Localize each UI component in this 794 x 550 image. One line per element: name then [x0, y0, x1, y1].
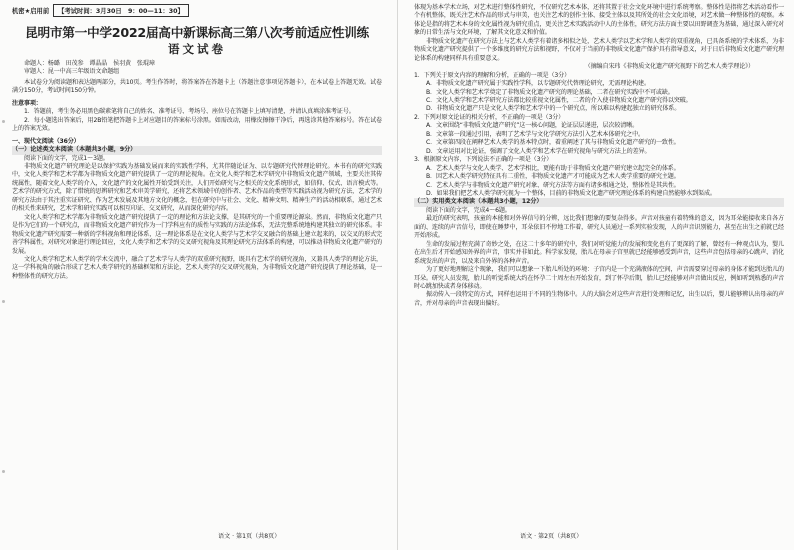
- right-page: [414, 4, 784, 308]
- body-paragraph: 为了更好地理解这个现象，我们可以想象一下胎儿所处的环境：子宫内是一个充满液体的空间，声音需要穿过母亲的身体才能到达胎儿的耳朵。研究人员发现，胎儿的听觉系统大约在怀孕二十周左右开始发育，到了怀孕后期，胎儿已经能够对声音做出反应，例如听到熟悉的声音时心跳加快或者身体移动。: [414, 266, 784, 290]
- question-option: C．文化人类学和艺术学研究方法都比较重视文化属性，二者的介入使非物质文化遗产研究得以突破。: [426, 96, 692, 104]
- body-paragraph: 文化人类学和艺术学都为非物质文化遗产研究提供了一定的理论和方法论支撑，是其研究的一个重要理论源泉。然而，非物质文化遗产只是作为它们的一个研究点，而非物质文化遗产研究作为一门学科应有的质性与实践的方法论体系，无法完整系统地构建其独立的研究体系。非物质文化遗产研究需要一种新的学科视角和理论体系，这一理论体系是在文化人类学与艺术学交叉融合的基础上建立起来的，以交叉的形式完善学科属性，对研究对象进行理论回应，文化人类学和艺术学的交叉研究视角及其理论研究方法体系的构建，可以推动非物质文化遗产研究的发展。: [12, 213, 382, 255]
- binding-hole: [2, 120, 5, 123]
- body-paragraph: 非物质文化遗产研究理论是以保护实践为基础发展而来的实践性学科，尤其伴随论证为、以专题研究代替理论研究。本书有的研究实践中，文化人类学和艺术学都为非物质文化遗产研究提供了一定的理论视角。在文化人类学和艺术学研究中非物质文化遗产领域，主要关注其传统属性，随着文化人类学的介入，文化遗产的文化属性开始受到关注，人们开始研究与之相关的文化系统形式，如信仰、仪式、语言模式等。艺术学的研究方式，除了惜统的思辨研究和艺术审美学研究，还将艺术领域中的创作者、艺术作品的类型等实践活动视为研究方法，艺术学的研究方法由于其注重实证研究、作为艺术发展及其地方文化的概念，但在研究中与社会、文化、精神文明、精神生产的活动相联系，通过艺术的相关性来研究，艺术学和研究实践可以相互印证、交叉研究，从而深化研究内容。: [12, 162, 382, 213]
- question-option: A．非物质文化遗产研究属于实践性学科，以专题研究代替理论研究，无需理论构建。: [426, 80, 650, 88]
- page-header: [12, 4, 382, 16]
- secret-label: 机密★启用前: [12, 7, 50, 15]
- binding-hole: [2, 470, 5, 473]
- page-footer: 语文 · 第1页（共8页）: [218, 533, 281, 540]
- question-option: A．文章围绕“非物质文化遗产研究”这一核心问题，论证层层递进，层次较清晰。: [426, 122, 639, 130]
- part-heading: 一、现代文阅读（36分）: [12, 137, 80, 145]
- credit-line: 审题人：昆一中高三年级语文命题组: [24, 68, 120, 76]
- exam-title: 昆明市第一中学2022届高中新课标高三第八次考前适应性训练: [25, 25, 369, 40]
- question-option: B．文化人类学和艺术学奠定了非物质文化遗产研究的理论基础，二者在研究实践中不可或缺。: [426, 88, 674, 96]
- notice-item: 2．每小题选出答案后，用2B铅笔把答题卡上对应题目的答案标号涂黑。如需改动，用橡皮擦擦干净后，再选涂其他答案标号。答在试卷上的答案无效。: [12, 116, 382, 133]
- body-paragraph: 体现为基本学术立场，对艺术进行整体性研究，不仅研究艺术本体，还将其置于社会文化环境中进行系统考察。整体性是指将艺术活动看作一个有机整体，既关注艺术作品的形式与审美，也关注艺术的创作主体、接受主体以及其所处的社会文化语境，对艺术做一种整体性的观察。本体论是指的将艺术本身的文化属性视为研究重点，更关注艺术实践活动中人的主体性，研究方法方面主要以田野调查为基础，通过深入研究对象的日常生活与文化环境，了解其文化意义和价值。: [414, 4, 784, 37]
- exam-intro: 本试卷分为阅读题和表达题两部分，共10页。考生作答时，将答案答在答题卡上（答题注意事项见答题卡），在本试卷上答题无效。试卷满分150分，考试时间150分钟。: [12, 78, 382, 95]
- exam-subtitle: 语文试卷: [168, 42, 226, 56]
- question-stem: 3．根据原文内容，下列说法不正确的一项是（3分）: [414, 156, 553, 164]
- question-option: C．文章第四段在阐释艺术人类学的基本特点时，着重阐述了其与非物质文化遗产研究的一致性。: [426, 139, 680, 147]
- page-footer: 语文 · 第2页（共8页）: [520, 533, 583, 540]
- body-paragraph: 生命的发展过程充满了奇妙之处，在这二十多年的研究中，我们对听觉能力的发展和变化也有了更深的了解，曾经有一种观点认为，婴儿在出生后才开始感知外界的声音，事实并非如此。科学家发现，胎儿在母亲子宫里就已经能够感受到声音，这些声音包括母亲的心跳声、消化系统发出的声音，以及来自外界的各种声音。: [414, 240, 784, 265]
- binding-hole: [2, 300, 5, 303]
- body-paragraph: 非物质文化遗产在研究方法上与艺术人类学有着诸多相似之处，艺术人类学以艺术学和人类学的双重视角，已具备系统的学术体系，为非物质文化遗产研究提供了一个多维度的研究方法和视野，不仅对于当前的非物质文化遗产保护具有指导意义，对于日后非物质文化遗产研究理论体系的构建同样具有重要意义。: [414, 37, 784, 62]
- body-paragraph: 最近的研究表明，孩童的本能和对外界信号的分辨，远比我们想象的要复杂得多。声音对孩童有着特殊的意义，因为耳朵能接收来自各方面的、连续的声音信号，即使在睡梦中，耳朵依旧不停地工作着，研究人员通过一系列实验发现，人的声音识别能力，甚至在出生之前就已经开始形成。: [414, 215, 784, 240]
- question-option: C．艺术人类学与非物质文化遗产研究对象、研究方法等方面有诸多相通之处，整体性是其共性。: [426, 181, 680, 189]
- question-option: D．如果我们把艺术人类学研究视为一个整体，目前的非物质文化遗产研究理论体系的构建自然能够水到渠成。: [426, 189, 716, 197]
- section-heading: （二）实用类文本阅读（本题共3小题，12分）: [414, 198, 784, 206]
- question-option: D．非物质文化遗产只是文化人类学和艺术学中的一个研究点，所以难以构建起独立的研究体系。: [426, 105, 681, 113]
- question-option: B．因艺术人类学研究特征具有二重性，非物质文化遗产才可能成为艺术人类学重要的研究主题。: [426, 173, 680, 181]
- exam-time-box: 【考试时间：3月30日 9：00—11：30】: [53, 4, 189, 17]
- question-stem: 1．下列关于原文内容的理解和分析，正确的一项是（3分）: [414, 71, 571, 79]
- notice-item: 1．答题前，考生务必用黑色碳素笔将自己的姓名、准考证号、考场号、座位号在答题卡上填写清楚，并请认真填涂准考证号。: [24, 108, 355, 116]
- left-page: [12, 4, 382, 281]
- question-option: D．文章运用对比论证，强调了文化人类学和艺术学在研究视角与研究方法上的差异。: [426, 147, 651, 155]
- notice-title: 注意事项：: [12, 99, 42, 107]
- question-stem: 2．下列对原文论证的相关分析，不正确的一项是（3分）: [414, 113, 565, 121]
- body-paragraph: 文化人类学和艺术人类学的学术交流中，融合了艺术学与人类学的双重研究视野，既具有艺术学的研究视角，又兼具人类学的理论方法，这一学科视角的融合形成了艺术人类学研究的基础框架和方法论，艺术人类学的交叉研究视角，为非物质文化遗产研究提供了理论基础，是一种整体性的研究方法。: [12, 255, 382, 280]
- section-heading: （一）论述类文本阅读（本题共3小题，9分）: [12, 146, 382, 154]
- citation: （摘编自宋玮《非物质文化遗产研究视野下的艺术人类学理论》）: [584, 63, 754, 71]
- section-instruction: 阅读下面的文字，完成1～3题。: [24, 154, 109, 162]
- question-option: B．文章第一段通过引用，表明了艺术学与文化学研究方法引入艺术本体研究之中。: [426, 130, 645, 138]
- page-fold-line: [397, 0, 398, 550]
- credit-line: 命题人：杨璐 田茂参 谭晶晶 侯羽黄 张琨璋: [24, 60, 155, 67]
- section-instruction: 阅读下面的文字，完成4～6题。: [426, 206, 511, 214]
- question-option: A．艺术人类学与文化人类学、艺术学相比，更能有助于非物质文化遗产研究建立起完全的体系。: [426, 164, 680, 172]
- body-paragraph: 振动传入一段特定的方式，同样也运用于不同的生物体中。人的大脑会对这些声音进行处理和记忆，出生以后，婴儿能够辨认出母亲的声音，并对母亲的声音表现出偏好。: [414, 291, 784, 307]
